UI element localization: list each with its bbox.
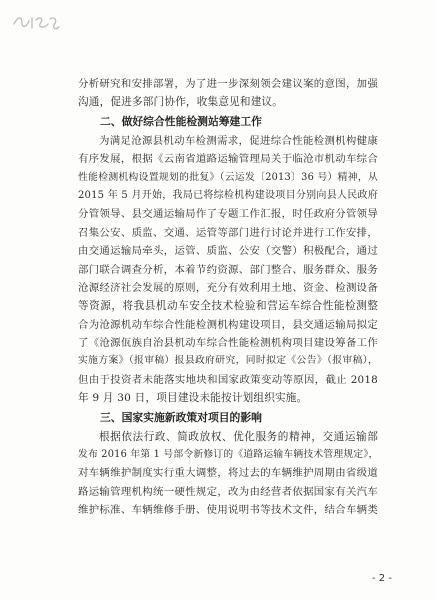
text-line: 但由于投资者未能落实地块和国家政策变动等原因，截止 2018 bbox=[78, 373, 378, 386]
text-line: 维护标准、车辆维修手册、使用说明书等技术文件，结合车辆类 bbox=[78, 504, 378, 517]
page-number: - 2 - bbox=[372, 573, 392, 584]
text-line: 等资源，将我县机动车安全技术检验和营运车综合性能检测整 bbox=[78, 300, 378, 313]
text-line: 沧源经济社会发展的原则，充分有效利用土地、资金、检测设备 bbox=[78, 281, 378, 294]
text-line: 2015 年 5 月开始，我局已将综检机构建设项目分别向县人民政府 bbox=[78, 189, 378, 201]
text-line: 部门联合调查分析，本着节约资源、部门整合、服务群众、服务 bbox=[78, 263, 378, 276]
document-body bbox=[78, 75, 378, 520]
text-line: 合为沧源机动车综合性能检测机构建设项目，县交通运输局拟定 bbox=[78, 318, 378, 331]
section-heading: 三、国家实施新政策对项目的影响 bbox=[100, 410, 262, 424]
text-line: 有序发展，根据《云南省道路运输管理局关于临沧市机动车综合 bbox=[78, 153, 378, 166]
text-line: 根据依法行政、简政放权、优化服务的精神，交通运输部 bbox=[99, 430, 378, 443]
handwritten-mark bbox=[10, 10, 62, 34]
text-line: 召集公安、质监、交通、运管等部门进行讨论并进行工作安排， bbox=[78, 226, 378, 239]
text-line: 了《沧源佤族自治县机动车综合性能检测机构项目建设筹备工作 bbox=[78, 337, 378, 350]
text-line: 分管领导、县交通运输局作了专题工作汇报，时任政府分管领导 bbox=[78, 208, 378, 221]
text-line: 分析研究和安排部署，为了进一步深刻领会建议案的意图，加强 bbox=[78, 78, 378, 90]
text-line: 年 9 月 30 日，项目建设未能按计划组织实施。 bbox=[78, 392, 308, 405]
section-heading: 二、做好综合性能检测站筹建工作 bbox=[100, 114, 262, 128]
text-line: 沟通，促进多部门协作，收集意见和建议。 bbox=[78, 96, 284, 109]
text-line: 为满足沧源县机动车检测需求，促进综合性能检测机构健康 bbox=[99, 134, 378, 147]
text-line: 实施方案》（报审稿）报县政府研究，同时拟定《公告》（报审稿）， bbox=[78, 355, 378, 367]
text-line: 由交通运输局牵头，运管、质监、公安（交警）积极配合，通过 bbox=[78, 245, 378, 258]
text-line: 路运输管理机构统一硬性规定，改为由经营者依据国家有关汽车 bbox=[78, 485, 378, 498]
text-line: 性能检测机构设置规划的批复》（云运发〔2013〕36 号）精神，从 bbox=[78, 171, 378, 183]
text-line: 发布 2016 年第 1 号部令新修订的《道路运输车辆技术管理规定》， bbox=[78, 449, 379, 461]
text-line: 对车辆维护制度实行重大调整，将过去的车辆维护周期由省级道 bbox=[78, 467, 378, 480]
